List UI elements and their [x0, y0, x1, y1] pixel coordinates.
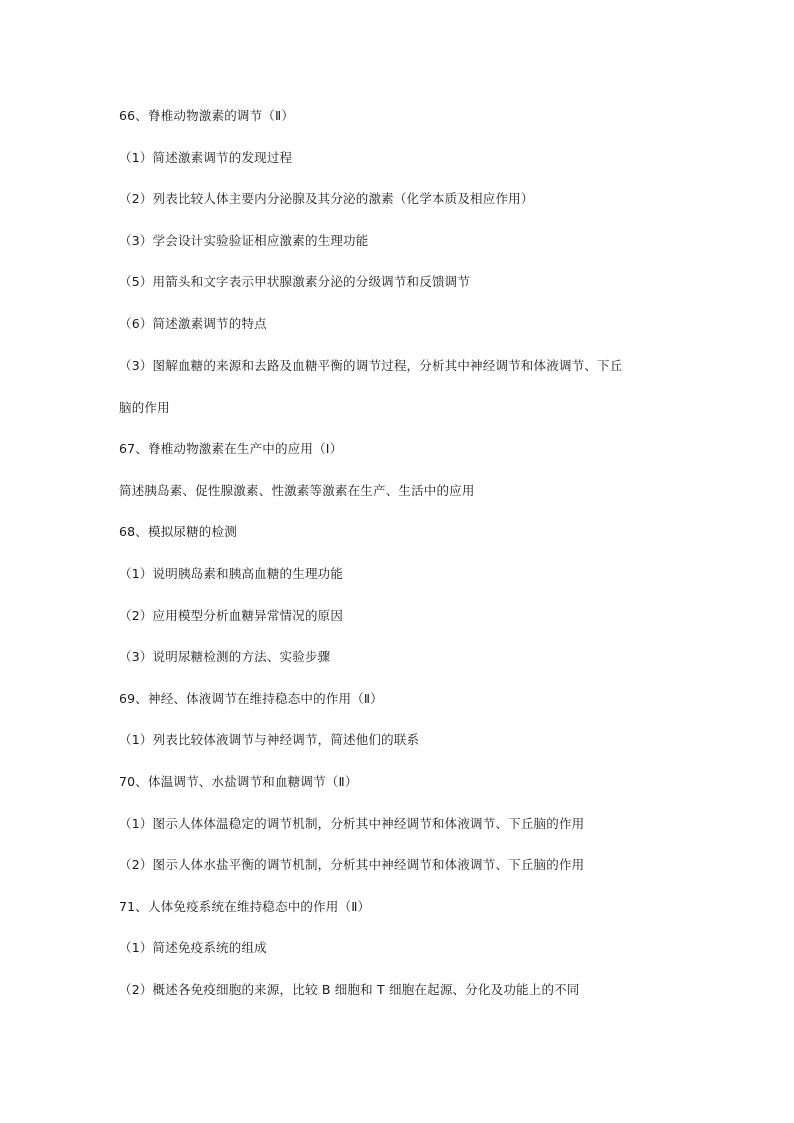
heading-66: 66、脊椎动物激素的调节（Ⅱ） — [119, 108, 295, 123]
item-66-3: （3）学会设计实验验证相应激素的生理功能 — [119, 233, 369, 248]
item-66-3b: （3）图解血糖的来源和去路及血糖平衡的调节过程，分析其中神经调节和体液调节、下丘 — [119, 358, 623, 373]
item-70-1: （1）图示人体体温稳定的调节机制，分析其中神经调节和体液调节、下丘脑的作用 — [119, 816, 585, 831]
item-71-1: （1）简述免疫系统的组成 — [119, 940, 267, 955]
item-69-1: （1）列表比较体液调节与神经调节，简述他们的联系 — [119, 732, 420, 747]
heading-71: 71、人体免疫系统在维持稳态中的作用（Ⅱ） — [119, 899, 371, 914]
item-67-text: 简述胰岛素、促性腺激素、性激素等激素在生产、生活中的应用 — [119, 483, 475, 498]
item-66-1: （1）简述激素调节的发现过程 — [119, 150, 293, 165]
heading-69: 69、神经、体液调节在维持稳态中的作用（Ⅱ） — [119, 691, 383, 706]
heading-70: 70、体温调节、水盐调节和血糖调节（Ⅱ） — [119, 774, 358, 789]
item-70-2: （2）图示人体水盐平衡的调节机制，分析其中神经调节和体液调节、下丘脑的作用 — [119, 857, 585, 872]
item-66-6: （6）简述激素调节的特点 — [119, 316, 267, 331]
item-71-2: （2）概述各免疫细胞的来源，比较 B 细胞和 T 细胞在起源、分化及功能上的不同 — [119, 982, 580, 997]
heading-68: 68、模拟尿糖的检测 — [119, 524, 237, 539]
heading-67: 67、脊椎动物激素在生产中的应用（Ⅰ） — [119, 441, 343, 456]
item-66-2: （2）列表比较人体主要内分泌腺及其分泌的激素（化学本质及相应作用） — [119, 191, 534, 206]
item-68-1: （1）说明胰岛素和胰高血糖的生理功能 — [119, 566, 344, 581]
item-68-3: （3）说明尿糖检测的方法、实验步骤 — [119, 649, 331, 664]
item-68-2: （2）应用模型分析血糖异常情况的原因 — [119, 608, 344, 623]
item-66-3b-continued: 脑的作用 — [119, 400, 170, 415]
item-66-5: （5）用箭头和文字表示甲状腺激素分泌的分级调节和反馈调节 — [119, 274, 471, 289]
